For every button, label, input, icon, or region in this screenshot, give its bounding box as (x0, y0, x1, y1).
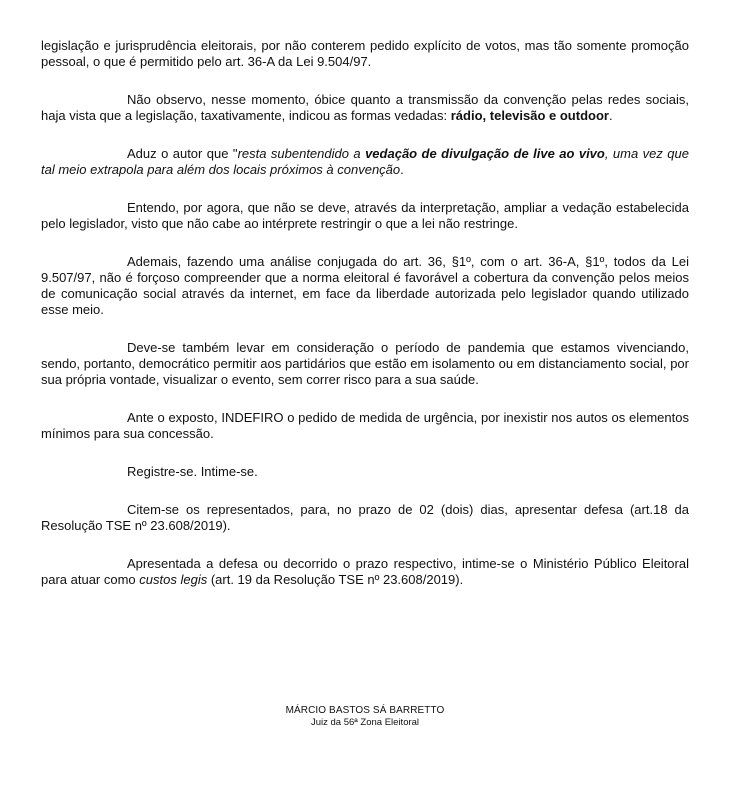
paragraph-10 (41, 556, 689, 588)
paragraph-9 (41, 502, 689, 534)
paragraph-5 (41, 254, 689, 318)
signature-name: MÁRCIO BASTOS SÁ BARRETTO (285, 705, 445, 716)
paragraph-6-text: Deve-se também levar em consideração o período de pandemia que estamos vivenciando, sendo, portanto, democrático permitir aos partidários que estão em isolamento ou em distanciamento social, por sua própria vontade, visualizar o evento, sem correr risco para a sua saúde. (41, 340, 689, 387)
paragraph-3-italic-b: , uma vez que tal meio extrapola para além dos locais próximos à convenção (41, 146, 689, 177)
paragraph-4 (41, 200, 689, 232)
paragraph-3 (41, 146, 689, 178)
paragraph-8 (41, 464, 689, 480)
paragraph-7 (41, 410, 689, 442)
paragraph-3-italic-a: resta subentendido a (237, 146, 366, 161)
paragraph-1 (41, 38, 689, 70)
paragraph-6 (41, 340, 689, 388)
paragraph-2-text: Não observo, nesse momento, óbice quanto a transmissão da convenção pelas redes sociais, haja vista que a legislação, taxativamente, indicou as formas vedadas: (41, 92, 689, 123)
paragraph-3-bold-italic: vedação de divulgação de live ao vivo (365, 146, 605, 161)
signature-role: Juiz da 56ª Zona Eleitoral (310, 717, 420, 728)
paragraph-5-text: Ademais, fazendo uma análise conjugada do art. 36, §1º, com o art. 36-A, §1º, todos da Lei 9.507/97, não é forçoso compreender que a norma eleitoral é favorável a cobertura da convenção pelos meios de comunicação social através da internet, em face da liberdade autorizada pelo legislador quando utilizado esse meio. (41, 254, 689, 317)
paragraph-3-end: . (400, 162, 404, 177)
paragraph-8-text: Registre-se. Intime-se. (127, 464, 258, 479)
paragraph-9-text: Citem-se os representados, para, no prazo de 02 (dois) dias, apresentar defesa (art.18 da Resolução TSE nº 23.608/2019). (41, 502, 689, 533)
paragraph-7-text: Ante o exposto, INDEFIRO o pedido de medida de urgência, por inexistir nos autos os elementos mínimos para sua concessão. (41, 410, 689, 441)
signature-block (0, 705, 730, 729)
paragraph-2-end: . (608, 108, 613, 123)
paragraph-2-bold-text: rádio, televisão e outdoor (450, 108, 609, 123)
paragraph-4-text: Entendo, por agora, que não se deve, através da interpretação, ampliar a vedação estabelecida pelo legislador, visto que não cabe ao intérprete restringir o que a lei não restringe. (41, 200, 689, 231)
paragraph-10-italic: custos legis (139, 572, 208, 587)
paragraph-10-end: (art. 19 da Resolução TSE nº 23.608/2019). (207, 572, 464, 587)
document-body (41, 38, 689, 610)
paragraph-2 (41, 92, 689, 124)
paragraph-10-text: Apresentada a defesa ou decorrido o prazo respectivo, intime-se o Ministério Público Eleitoral para atuar como (41, 556, 689, 587)
paragraph-3-text: Aduz o autor que " (127, 146, 238, 161)
paragraph-1-text: legislação e jurisprudência eleitorais, por não conterem pedido explícito de votos, mas tão somente promoção pessoal, o que é permitido pelo art. 36-A da Lei 9.504/97. (41, 38, 689, 69)
